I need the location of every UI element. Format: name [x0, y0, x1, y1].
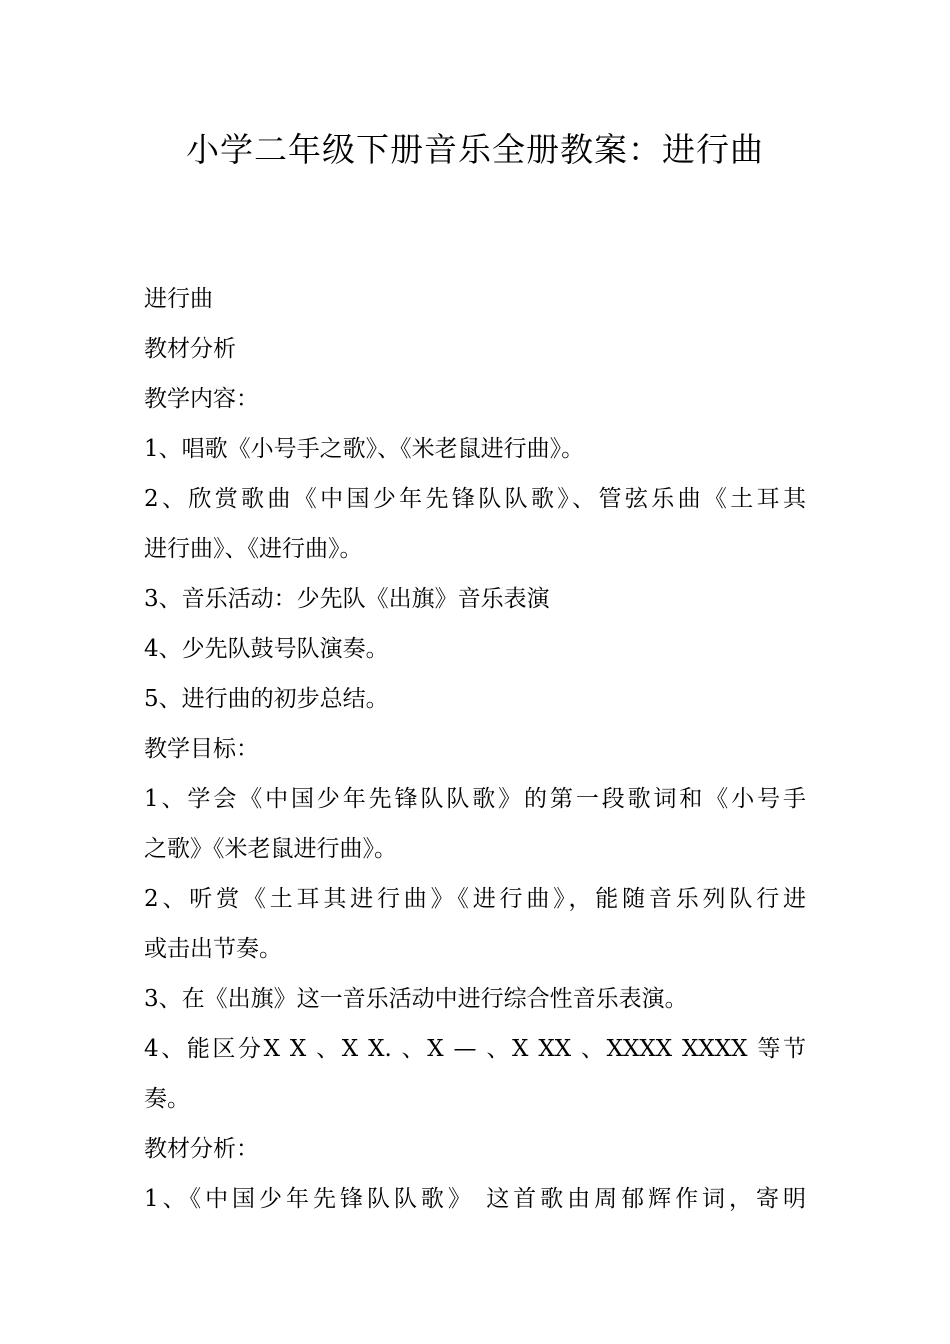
paragraph-line: 4、少先队鼓号队演奏。: [144, 636, 389, 662]
paragraph-line: 4、能区分X X 、X X. 、X — 、X XX 、XXXX XXXX 等节: [144, 1036, 806, 1062]
paragraph-line: 5、进行曲的初步总结。: [144, 686, 389, 712]
document-body: [144, 274, 806, 1224]
paragraph-line: 1、唱歌《小号手之歌》、《米老鼠进行曲》。: [144, 436, 585, 462]
document-title: 小学二年级下册音乐全册教案：进行曲: [186, 130, 764, 169]
paragraph-line: 进行曲: [144, 286, 213, 312]
paragraph-line: 1、《中国少年先锋队队歌》 这首歌由周郁辉作词，寄明: [144, 1186, 806, 1212]
paragraph-line: 教材分析：: [144, 1136, 259, 1162]
paragraph-line: 或击出节奏。: [144, 936, 282, 962]
paragraph-line: 教学内容：: [144, 386, 259, 412]
paragraph-line: 3、音乐活动：少先队《出旗》音乐表演: [144, 586, 550, 612]
paragraph-line: 2、听赏《土耳其进行曲》《进行曲》，能随音乐列队行进: [144, 886, 806, 912]
paragraph-line: 之歌》《米老鼠进行曲》。: [144, 836, 397, 862]
paragraph-line: 奏。: [144, 1086, 190, 1112]
paragraph-line: 教材分析: [144, 336, 236, 362]
paragraph-line: 教学目标：: [144, 736, 259, 762]
paragraph-line: 2、欣赏歌曲《中国少年先锋队队歌》、管弦乐曲《土耳其: [144, 486, 806, 512]
paragraph-line: 1、学会《中国少年先锋队队歌》的第一段歌词和《小号手: [144, 786, 806, 812]
paragraph-line: 进行曲》、《进行曲》。: [144, 536, 363, 562]
paragraph-line: 3、在《出旗》这一音乐活动中进行综合性音乐表演。: [144, 986, 688, 1012]
